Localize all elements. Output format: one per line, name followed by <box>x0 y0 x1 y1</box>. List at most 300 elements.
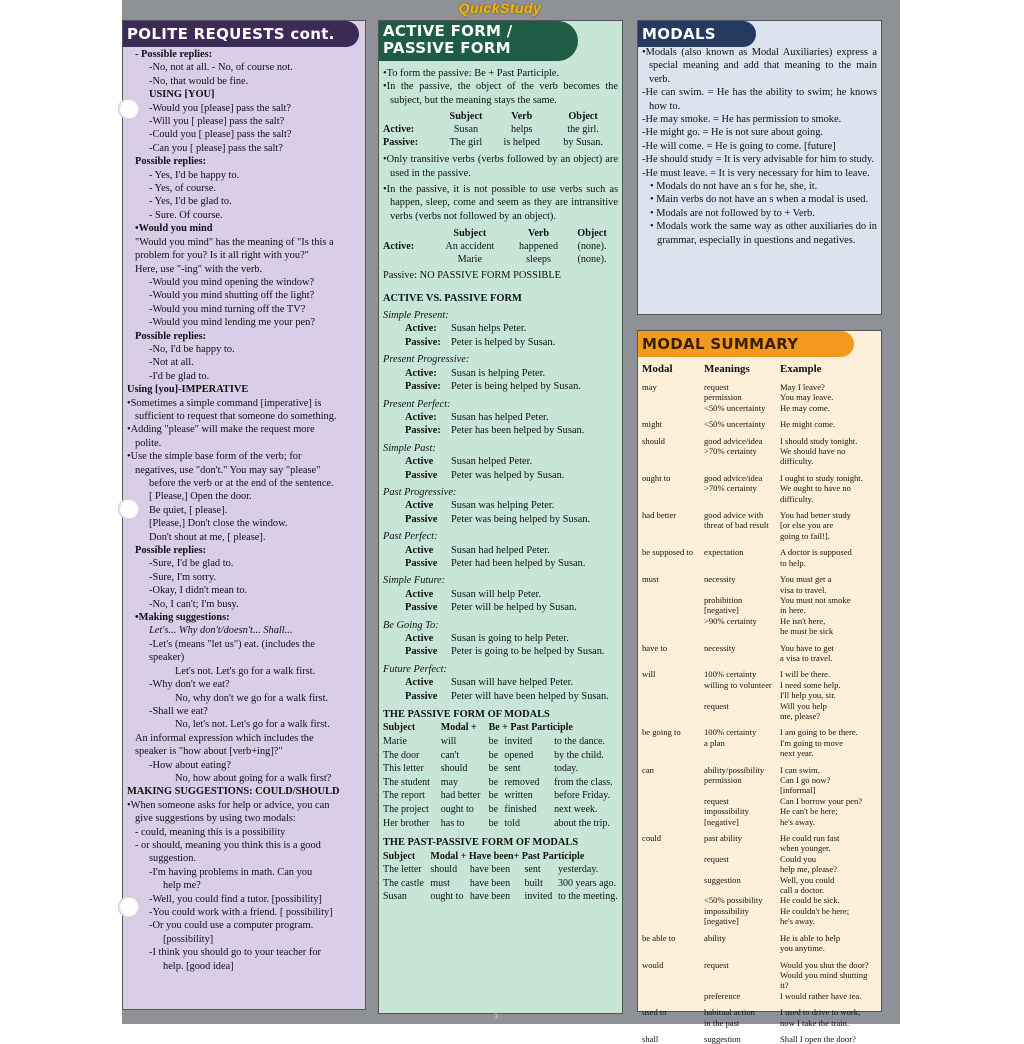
summary-meaning: prohibition <box>704 594 743 605</box>
polite-line: Be quiet, [ please]. <box>149 504 228 516</box>
summary-row <box>642 916 878 926</box>
polite-line: -No, I can't; I'm busy. <box>149 598 239 610</box>
summary-modal <box>642 456 704 466</box>
modal-example: -He can swim. = He has the ability to swim; he knows how to. <box>642 87 877 112</box>
table-cell: be <box>488 790 499 802</box>
summary-meaning <box>704 456 780 466</box>
summary-example: He could run fast <box>780 833 840 844</box>
tense-sentence: Susan will have helped Peter. <box>451 677 574 689</box>
summary-meaning: good advice with <box>704 510 764 521</box>
tense-voice-label: Active <box>405 633 434 644</box>
summary-row <box>642 1018 878 1028</box>
table-cell: (none). <box>577 241 607 253</box>
summary-example: [informal] <box>780 785 816 796</box>
summary-meaning: >70% certainty <box>704 446 757 457</box>
tense-example <box>383 557 618 570</box>
summary-example: he must be sick <box>780 626 834 637</box>
summary-meaning: suggestion <box>704 1033 741 1044</box>
summary-meaning: ability <box>704 932 726 943</box>
summary-meaning <box>704 585 780 595</box>
modal-examples <box>642 86 877 180</box>
table-header-row <box>383 110 615 123</box>
summary-modal <box>642 748 704 758</box>
summary-meaning <box>704 653 780 663</box>
summary-example: difficulty. <box>780 456 814 467</box>
tense-example <box>383 367 618 380</box>
table-cell: have been <box>469 891 511 903</box>
summary-meaning <box>704 885 780 895</box>
summary-modal: have to <box>642 642 668 653</box>
table-cell: finished <box>504 804 537 815</box>
binder-hole <box>118 896 140 918</box>
table-header-cell: Modal + <box>440 722 477 734</box>
polite-line: Using [you]-IMPERATIVE <box>127 384 249 396</box>
tense-example <box>383 513 618 526</box>
modal-example: -He might go. = He is not sure about going. <box>642 127 824 139</box>
summary-example: He might come. <box>780 419 836 430</box>
table-header-row <box>642 363 878 376</box>
summary-example: He may come. <box>780 402 830 413</box>
table-cell: told <box>504 817 520 829</box>
table-cell: (none). <box>577 254 607 266</box>
polite-line: Possible replies: <box>135 330 207 342</box>
summary-modal <box>642 796 704 806</box>
summary-row <box>642 885 878 895</box>
summary-meaning <box>704 864 780 874</box>
table-cell: should <box>440 763 468 775</box>
summary-meaning <box>704 748 780 758</box>
polite-requests-content <box>127 48 361 973</box>
active-vs-passive-title: ACTIVE VS. PASSIVE FORM <box>383 292 522 304</box>
summary-meaning <box>704 785 780 795</box>
modal-summary-title: MODAL SUMMARY <box>638 331 854 357</box>
summary-modal <box>642 403 704 413</box>
summary-example: You must not smoke <box>780 594 851 605</box>
summary-modal <box>642 711 704 721</box>
summary-row <box>642 954 878 970</box>
summary-modal: had better <box>642 510 677 521</box>
summary-example: You may leave. <box>780 392 834 403</box>
summary-row <box>642 1001 878 1017</box>
modal-rule: • Modals work the same way as other auxiliaries do in grammar, especially in questions and negatives. <box>650 221 877 246</box>
summary-example: now I take the train. <box>780 1017 849 1028</box>
polite-line: polite. <box>135 437 162 449</box>
polite-line: Let's... Why don't/doesn't... Shall... <box>149 625 293 637</box>
summary-meaning: permission <box>704 775 742 785</box>
table-cell: sleeps <box>526 254 551 266</box>
tense-example <box>383 676 618 689</box>
summary-example: [or else you are <box>780 520 834 531</box>
summary-meaning: necessity <box>704 574 736 585</box>
polite-line: - Sure. Of course. <box>149 209 223 221</box>
summary-example: I can swim. <box>780 764 820 775</box>
modals-content <box>642 46 877 247</box>
summary-meaning: expectation <box>704 547 744 558</box>
summary-row <box>642 616 878 626</box>
modals-intro: •Modals (also known as Modal Auxiliaries) express a special meaning and add that meaning to the main verb. <box>642 47 877 85</box>
past-passive-modals-title: THE PAST-PASSIVE FORM OF MODALS <box>383 837 579 849</box>
tense-sentence: Peter will be helped by Susan. <box>451 602 577 614</box>
summary-example: call a doctor. <box>780 885 825 896</box>
summary-row <box>642 817 878 827</box>
polite-line: USING [YOU] <box>149 89 215 101</box>
table-cell: ought to <box>440 804 474 815</box>
summary-modal <box>642 446 704 456</box>
summary-example: I'll help you, sir. <box>780 690 836 701</box>
tense-sentence: Susan helps Peter. <box>451 323 527 335</box>
polite-line: Don't shout at me, [ please]. <box>149 531 266 543</box>
summary-modal: used to <box>642 1007 667 1018</box>
tense-name: Present Perfect: <box>383 398 451 410</box>
table-cell: invited <box>524 891 553 903</box>
table-row <box>383 749 618 763</box>
polite-line: -Would you mind turning off the TV? <box>149 303 306 315</box>
summary-meaning <box>704 494 780 504</box>
tense-voice-label: Active: <box>405 411 437 423</box>
table-cell: Susan <box>453 124 479 136</box>
table-cell: The report <box>383 790 425 802</box>
polite-line: •Making suggestions: <box>135 612 230 624</box>
polite-line: speaker) <box>149 652 185 664</box>
summary-example: Could you <box>780 853 817 864</box>
summary-row <box>642 653 878 663</box>
tense-name: Be Going To: <box>383 619 439 631</box>
summary-meaning <box>704 690 780 700</box>
summary-meaning: suggestion <box>704 874 741 885</box>
summary-row <box>642 531 878 541</box>
summary-row <box>642 1028 878 1044</box>
table-cell: Her brother <box>383 817 430 829</box>
table-header-cell: Modal <box>642 363 673 375</box>
table-header-cell: Verb <box>511 111 533 123</box>
polite-line: -Okay, I didn't mean to. <box>149 585 248 597</box>
table-header-cell: Object <box>577 228 607 240</box>
summary-row <box>642 595 878 605</box>
summary-modal <box>642 875 704 885</box>
tense-sentence: Peter will have been helped by Susan. <box>451 690 609 702</box>
summary-row <box>642 759 878 775</box>
polite-line: -Shall we eat? <box>149 705 208 717</box>
summary-example: We should have no <box>780 446 846 457</box>
summary-meaning: request <box>704 795 729 806</box>
summary-row <box>642 605 878 615</box>
table-cell: Susan <box>383 891 407 903</box>
polite-requests-title: POLITE REQUESTS cont. <box>123 21 359 47</box>
polite-line: before the verb or at the end of the sentence. <box>149 478 334 489</box>
summary-example: He can't be here; <box>780 806 838 817</box>
table-cell: from the class. <box>554 776 613 788</box>
summary-modal <box>642 520 704 530</box>
summary-modal <box>642 864 704 874</box>
summary-modal: should <box>642 435 665 446</box>
summary-meaning: [negative] <box>704 816 739 827</box>
summary-modal: ought to <box>642 472 671 483</box>
summary-meaning: 100% certainty <box>704 669 757 680</box>
page-number: 3 <box>494 1012 498 1021</box>
polite-line: - Yes, I'd be happy to. <box>149 169 240 181</box>
tense-voice-label: Passive <box>405 646 438 658</box>
summary-row <box>642 626 878 636</box>
table-header-cell <box>383 110 440 123</box>
table-cell: ought to <box>430 891 464 903</box>
summary-meaning: [negative] <box>704 605 739 616</box>
summary-example: visa to travel. <box>780 584 827 595</box>
summary-example: May I leave? <box>780 382 825 392</box>
table-header-cell: Object <box>568 111 598 123</box>
polite-line: sufficient to request that someone do something. <box>135 410 337 422</box>
active-passive-title-line2: PASSIVE FORM <box>383 39 511 57</box>
tense-example <box>383 424 618 437</box>
summary-row <box>642 943 878 953</box>
table-cell: invited <box>504 736 533 748</box>
polite-line: -I'd be glad to. <box>149 370 210 382</box>
tense-name: Present Progressive: <box>383 354 470 366</box>
summary-example: next year. <box>780 748 814 759</box>
summary-example: you anytime. <box>780 943 825 954</box>
summary-row <box>642 558 878 568</box>
polite-line: An informal expression which includes the <box>135 732 314 744</box>
summary-modal <box>642 738 704 748</box>
modal-rules <box>642 180 877 247</box>
polite-line: MAKING SUGGESTIONS: COULD/SHOULD <box>127 786 340 798</box>
summary-modal: might <box>642 419 663 430</box>
modal-example: -He should study = It is very advisable for him to study. <box>642 154 875 166</box>
polite-line: -Could you [ please] pass the salt? <box>149 129 292 141</box>
polite-line: speaker is "how about [verb+ing]?" <box>135 746 283 758</box>
summary-row <box>642 875 878 885</box>
summary-modal: will <box>642 669 656 680</box>
table-cell: by the child. <box>554 749 604 761</box>
tense-sentence: Peter is being helped by Susan. <box>451 381 581 393</box>
table-cell: opened <box>504 749 534 761</box>
summary-row <box>642 854 878 864</box>
summary-modal <box>642 806 704 816</box>
table-cell: be <box>488 763 499 775</box>
summary-row <box>642 494 878 504</box>
tense-name: Future Perfect: <box>383 663 447 675</box>
binder-hole <box>118 498 140 520</box>
table-cell: to the meeting. <box>558 891 618 903</box>
table-header-row <box>383 227 615 240</box>
polite-line: No, let's not. Let's go for a walk first. <box>175 719 330 731</box>
summary-meaning: threat of bad result <box>704 520 769 531</box>
summary-modal: be able to <box>642 932 676 943</box>
summary-example: You have to get <box>780 642 834 653</box>
summary-example: I should study tonight. <box>780 435 858 446</box>
tense-voice-label: Active: <box>405 323 437 335</box>
summary-modal <box>642 680 704 690</box>
summary-modal: can <box>642 764 654 775</box>
summary-row <box>642 413 878 429</box>
tense-voice-label: Passive <box>405 513 438 525</box>
summary-example: You must get a <box>780 574 832 585</box>
table-row <box>383 253 615 266</box>
modal-rule: • Modals do not have an s for he, she, it. <box>650 181 818 193</box>
table-cell: built <box>524 877 543 889</box>
tense-name: Past Perfect: <box>383 531 438 543</box>
intransitive-example-table <box>383 227 615 266</box>
summary-row <box>642 541 878 557</box>
summary-example: when younger. <box>780 843 831 854</box>
summary-example: He isn't here, <box>780 615 826 626</box>
summary-modal <box>642 785 704 795</box>
summary-modal <box>642 626 704 636</box>
summary-row <box>642 806 878 816</box>
summary-meaning: >70% certainty <box>704 483 757 494</box>
summary-modal <box>642 531 704 541</box>
polite-line: •When someone asks for help or advice, you can <box>127 799 330 811</box>
summary-modal: could <box>642 833 662 844</box>
modal-rule: • Modals are not followed by to + Verb. <box>650 207 815 219</box>
passive-modals-table <box>383 721 618 830</box>
intransitive-note: •In the passive, it is not possible to use verbs such as happen, sleep, come and seem as they are intransitive verbs (verbs not followed by an object). <box>383 184 618 222</box>
tense-voice-label: Active <box>405 677 434 689</box>
tense-example <box>383 499 618 512</box>
table-cell: Active: <box>383 241 415 253</box>
tense-name: Past Progressive: <box>383 486 457 498</box>
summary-row <box>642 991 878 1001</box>
tense-sentence: Susan was helping Peter. <box>451 500 555 512</box>
tense-example <box>383 455 618 468</box>
summary-row <box>642 467 878 483</box>
table-row <box>383 803 618 817</box>
table-cell: be <box>488 736 499 748</box>
modal-rule: • Main verbs do not have an s when a modal is used. <box>650 194 869 206</box>
tense-sentence: Peter has been helped by Susan. <box>451 425 585 437</box>
table-cell: The letter <box>383 864 422 876</box>
summary-meaning <box>704 531 780 541</box>
tense-voice-label: Passive: <box>405 381 441 393</box>
polite-line: negatives, use "don't." You may say "please" <box>135 464 321 476</box>
polite-line: -No, not at all. - No, of course not. <box>149 62 293 74</box>
summary-meaning: willing to volunteer <box>704 679 772 690</box>
summary-example: Can I borrow your pen? <box>780 795 863 806</box>
table-row <box>383 890 618 904</box>
summary-row <box>642 637 878 653</box>
summary-meaning: good advice/idea <box>704 472 763 483</box>
tense-name: Simple Future: <box>383 575 446 587</box>
summary-row <box>642 701 878 711</box>
polite-line: -Would you mind lending me your pen? <box>149 317 315 329</box>
summary-example: in here. <box>780 605 806 616</box>
summary-example: help me, please? <box>780 864 838 875</box>
polite-line: Here, use "-ing" with the verb. <box>135 263 263 275</box>
polite-line: -No, I'd be happy to. <box>149 343 235 355</box>
table-cell: by Susan. <box>563 137 603 149</box>
tense-sentence: Susan is helping Peter. <box>451 367 546 379</box>
tense-sentence: Peter was being helped by Susan. <box>451 513 591 525</box>
polite-line: -Why don't we eat? <box>149 679 230 691</box>
summary-row <box>642 585 878 595</box>
modal-example: -He may smoke. = He has permission to smoke. <box>642 114 842 126</box>
table-cell: can't <box>440 749 460 761</box>
table-row <box>383 136 615 149</box>
table-cell: before Friday. <box>554 790 611 802</box>
table-cell: The student <box>383 776 430 788</box>
polite-line: help. [good idea] <box>163 960 234 972</box>
table-cell: have been <box>469 864 511 876</box>
table-cell: Active: <box>383 124 415 136</box>
summary-example: I would rather have tea. <box>780 990 862 1001</box>
tense-list <box>383 309 618 703</box>
polite-line: problem for you? Is it all right with you?" <box>135 250 309 262</box>
tense-example <box>383 411 618 424</box>
table-cell: The door <box>383 749 420 761</box>
table-cell: removed <box>504 776 540 788</box>
summary-modal <box>642 943 704 953</box>
table-header-cell: Meanings <box>704 363 750 375</box>
summary-row <box>642 721 878 737</box>
summary-example: Will you help <box>780 700 827 711</box>
table-cell: An accident <box>445 241 495 253</box>
polite-line: -Would you [please] pass the salt? <box>149 102 291 114</box>
table-row <box>383 123 615 136</box>
summary-meaning: ability/possibility <box>704 764 765 775</box>
polite-line: -Sure, I'm sorry. <box>149 571 216 583</box>
summary-meaning: impossibility <box>704 905 749 916</box>
polite-line: Let's not. Let's go for a walk first. <box>175 665 316 677</box>
tense-sentence: Peter is going to be helped by Susan. <box>451 646 605 658</box>
tense-sentence: Susan had helped Peter. <box>451 544 550 556</box>
summary-row <box>642 680 878 690</box>
polite-line: suggestion. <box>149 853 197 865</box>
table-row <box>383 817 618 831</box>
table-cell: sent <box>504 763 521 775</box>
summary-example: me, please? <box>780 710 821 721</box>
summary-meaning <box>704 558 780 568</box>
tense-sentence: Susan has helped Peter. <box>451 411 549 423</box>
polite-line: [ Please,] Open the door. <box>149 491 252 503</box>
tense-voice-label: Active: <box>405 367 437 379</box>
tense-voice-label: Active <box>405 500 434 512</box>
summary-row <box>642 403 878 413</box>
summary-example: We ought to have no <box>780 483 851 494</box>
table-header-cell: Modal + Have been+ Past Participle <box>430 850 585 862</box>
summary-meaning: in the past <box>704 1017 740 1028</box>
table-cell: The castle <box>383 877 424 889</box>
tense-example <box>383 588 618 601</box>
table-header-cell: Subject <box>383 850 416 862</box>
table-cell: The project <box>383 804 429 815</box>
tense-example <box>383 632 618 645</box>
summary-meaning: permission <box>704 392 742 403</box>
summary-modal <box>642 690 704 700</box>
table-cell: Marie <box>383 736 407 748</box>
no-passive-note: Passive: NO PASSIVE FORM POSSIBLE <box>383 270 562 282</box>
tense-sentence: Susan is going to help Peter. <box>451 633 569 644</box>
table-cell: The girl <box>449 137 483 149</box>
summary-modal: would <box>642 959 664 970</box>
summary-example: Would you shut the door? <box>780 959 869 970</box>
polite-line: -I'm having problems in math. Can you <box>149 866 313 878</box>
table-cell: must <box>430 877 450 889</box>
summary-modal <box>642 595 704 605</box>
table-cell: next week. <box>554 804 598 815</box>
table-row <box>383 789 618 803</box>
summary-modal <box>642 605 704 615</box>
summary-example: he's away. <box>780 916 815 927</box>
table-cell: be <box>488 817 499 829</box>
table-cell: be <box>488 776 499 788</box>
summary-example: to help. <box>780 557 806 568</box>
summary-row <box>642 392 878 402</box>
summary-example: Well, you could <box>780 874 835 885</box>
modal-summary-table <box>642 363 878 1044</box>
summary-row <box>642 970 878 991</box>
modals-title: MODALS <box>638 21 756 47</box>
table-cell: Passive: <box>383 137 419 149</box>
summary-modal <box>642 885 704 895</box>
